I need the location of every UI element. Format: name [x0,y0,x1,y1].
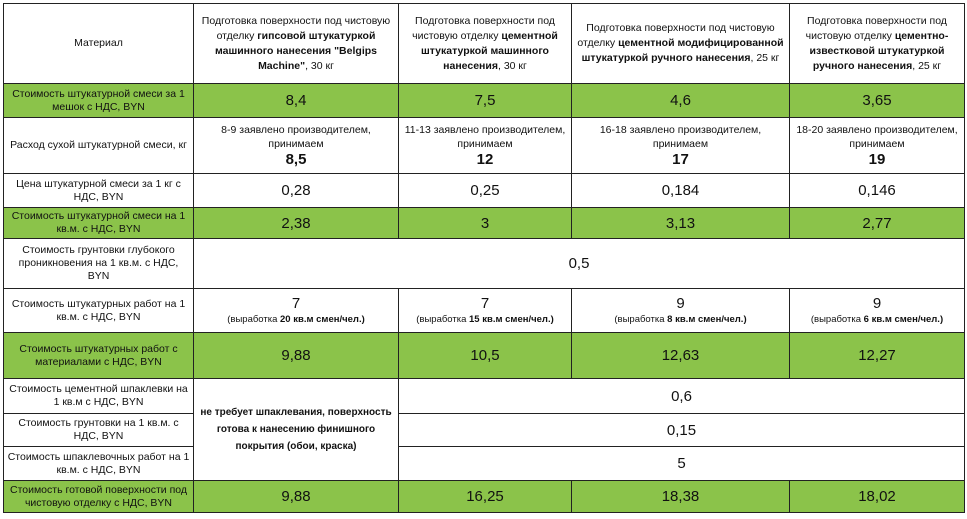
work-materials-value: 10,5 [399,333,572,379]
label-putty-work: Стоимость шпаклевочных работ на 1 кв.м. с НДС, BYN [4,447,194,481]
total-value: 16,25 [399,481,572,513]
consumption-cell [790,118,965,174]
work-rate: (выработка 15 кв.м смен/чел.) [416,314,554,325]
price-kg-value: 0,184 [572,174,790,208]
header-row [4,4,965,84]
consumption-value: 12 [476,151,494,168]
row-cost-sqm [4,208,965,239]
cost-sqm-value: 2,77 [790,208,965,239]
work-cell [399,289,572,333]
work-materials-value: 12,27 [790,333,965,379]
header-material: Материал [4,4,194,84]
work-value: 7 [291,295,301,312]
row-price-kg [4,174,965,208]
consumption-note: 18-20 заявлено производителем, принимаем [796,124,958,150]
cost-comparison-table [3,3,965,513]
putty-work-value: 5 [399,447,965,481]
bag-cost-value: 7,5 [399,84,572,118]
label-putty: Стоимость цементной шпаклевки на 1 кв.м с НДС, BYN [4,379,194,414]
work-materials-value: 9,88 [194,333,399,379]
header-cement-modified-manual: Подготовка поверхности под чистовую отделку цементной модифицированной штукатуркой ручного нанесения, 25 кг [572,4,790,84]
primer-value: 0,15 [399,414,965,447]
work-materials-value: 12,63 [572,333,790,379]
consumption-cell [194,118,399,174]
work-rate: (выработка 20 кв.м смен/чел.) [227,314,365,325]
cost-sqm-value: 3 [399,208,572,239]
price-kg-value: 0,146 [790,174,965,208]
cost-sqm-value: 2,38 [194,208,399,239]
primer-deep-value: 0,5 [194,239,965,289]
header-gypsum-machine: Подготовка поверхности под чистовую отделку гипсовой штукатуркой машинного нанесения "Belgips Machine", 30 кг [194,4,399,84]
total-value: 9,88 [194,481,399,513]
total-value: 18,38 [572,481,790,513]
consumption-value: 19 [868,151,886,168]
putty-value: 0,6 [399,379,965,414]
label-price-kg: Цена штукатурной смеси за 1 кг с НДС, BYN [4,174,194,208]
row-primer [4,414,965,447]
row-work-materials [4,333,965,379]
row-putty [4,379,965,414]
label-work-materials: Стоимость штукатурных работ с материалами с НДС, BYN [4,333,194,379]
bag-cost-value: 8,4 [194,84,399,118]
row-putty-work [4,447,965,481]
row-consumption [4,118,965,174]
bag-cost-value: 4,6 [572,84,790,118]
cost-sqm-value: 3,13 [572,208,790,239]
row-bag-cost [4,84,965,118]
work-rate: (выработка 6 кв.м смен/чел.) [810,314,944,325]
work-value: 7 [480,295,490,312]
total-value: 18,02 [790,481,965,513]
work-value: 9 [872,295,882,312]
label-total: Стоимость готовой поверхности под чистовую отделку с НДС, BYN [4,481,194,513]
consumption-cell [399,118,572,174]
consumption-cell [572,118,790,174]
label-cost-sqm: Стоимость штукатурной смеси на 1 кв.м. с НДС, BYN [4,208,194,239]
work-value: 9 [676,295,685,312]
work-cell [572,289,790,333]
price-kg-value: 0,25 [399,174,572,208]
row-total [4,481,965,513]
consumption-note: 16-18 заявлено производителем, принимаем [599,124,762,150]
price-kg-value: 0,28 [194,174,399,208]
label-work: Стоимость штукатурных работ на 1 кв.м. с НДС, BYN [4,289,194,333]
consumption-note: 8-9 заявлено производителем, принимаем [221,124,371,150]
work-rate: (выработка 8 кв.м смен/чел.) [614,314,747,325]
header-cement-machine: Подготовка поверхности под чистовую отделку цементной штукатуркой машинного нанесения, 30 кг [399,4,572,84]
label-consumption: Расход сухой штукатурной смеси, кг [4,118,194,174]
label-primer: Стоимость грунтовки на 1 кв.м. с НДС, BYN [4,414,194,447]
no-putty-note: не требует шпаклевания, поверхность готова к нанесению финишного покрытия (обои, краска) [194,379,399,481]
row-work [4,289,965,333]
label-bag-cost: Стоимость штукатурной смеси за 1 мешок с НДС, BYN [4,84,194,118]
work-cell [790,289,965,333]
bag-cost-value: 3,65 [790,84,965,118]
row-primer-deep [4,239,965,289]
label-primer-deep: Стоимость грунтовки глубокого проникновения на 1 кв.м. с НДС, BYN [4,239,194,289]
header-cement-lime-manual: Подготовка поверхности под чистовую отделку цементно-известковой штукатуркой ручного нанесения, 25 кг [790,4,965,84]
work-cell [194,289,399,333]
consumption-note: 11-13 заявлено производителем, принимаем [404,124,566,150]
consumption-value: 8,5 [285,151,307,168]
consumption-value: 17 [672,151,689,168]
